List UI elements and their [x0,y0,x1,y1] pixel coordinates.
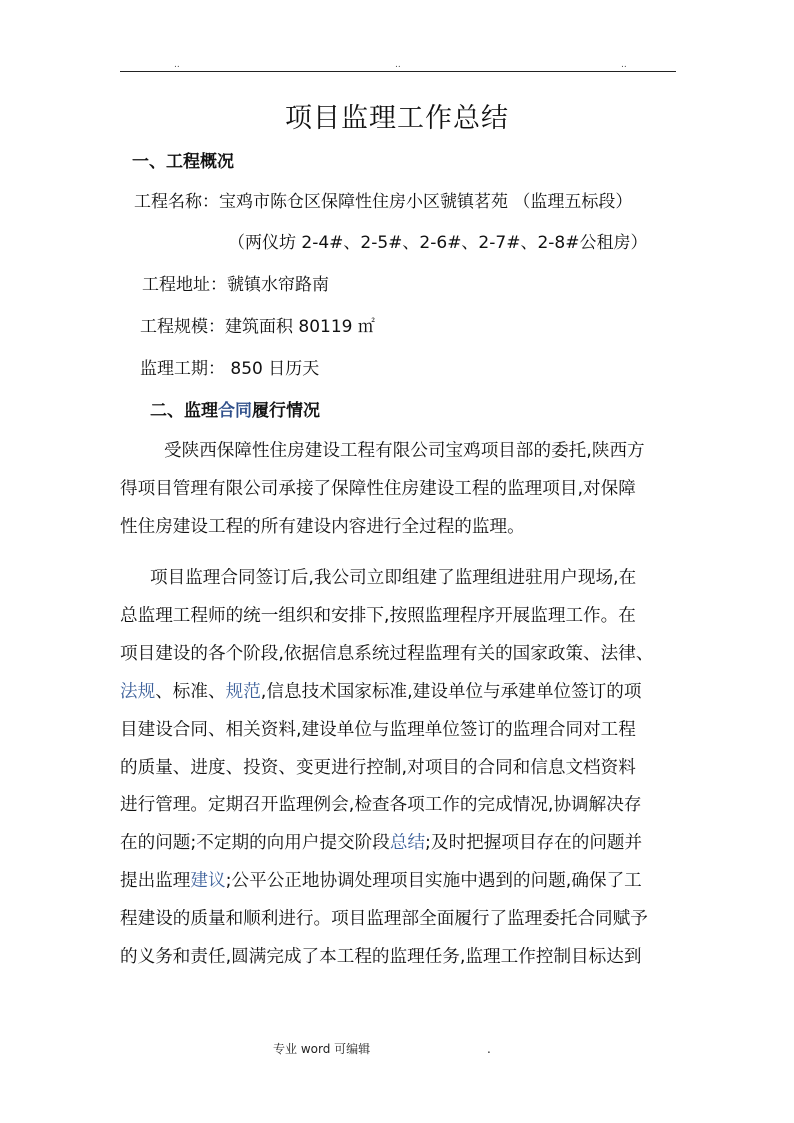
period-line [140,356,319,382]
page-title: 项目监理工作总结 [285,103,509,134]
text-segment: 提出监理 [120,871,191,892]
header-dot: .. [395,60,401,70]
paragraph-line: 程建设的质量和顺利进行。项目监理部全面履行了监理委托合同赋予 [120,909,648,930]
paragraph-line [120,825,676,863]
paragraph-line: 项目监理合同签订后,我公司立即组建了监理组进驻用户现场,在 [150,568,637,588]
text-segment: 在的问题;不定期的向用户提交阶段 [120,833,390,854]
paragraph-line: 性住房建设工程的所有建设内容进行全过程的监理。 [120,516,525,537]
period-value: 850 日历天 [225,359,320,379]
paragraph-line [120,674,676,712]
contract-link[interactable]: 合同 [218,401,252,421]
text-segment: ;及时把握项目存在的问题并 [425,833,643,854]
project-name-value: 宝鸡市陈仓区保障性住房小区虢镇茗苑 （监理五标段） [219,192,633,212]
section-heading-contract [150,399,320,423]
regulations-link[interactable]: 法规 [120,681,156,702]
heading-suffix: 履行情况 [252,401,320,421]
scale-label: 工程规模： [140,317,225,337]
header-dot: .. [621,60,627,70]
header-rule [120,71,676,72]
specifications-link[interactable]: 规范 [225,681,261,702]
paragraph-line: 的质量、进度、投资、变更进行控制,对项目的合同和信息文档资料 [120,757,636,778]
address-label: 工程地址： [142,275,227,295]
text-segment: 、标准、 [155,681,226,702]
footer-dot: . [487,1042,491,1056]
paragraph-line [120,863,676,901]
scale-line [140,314,375,340]
period-label: 监理工期： [140,359,225,379]
address-value: 虢镇水帘路南 [227,275,329,295]
paragraph-line: 进行管理。定期召开监理例会,检查各项工作的完成情况,协调解决存 [120,795,642,816]
header-dot: .. [174,60,180,70]
suggestion-link[interactable]: 建议 [190,871,226,892]
project-name-continuation: （两仪坊 2-4#、2-5#、2-6#、2-7#、2-8#公租房） [228,233,648,253]
text-segment: ,信息技术国家标准,建设单位与承建单位签订的项 [260,681,642,702]
paragraph-2 [120,560,676,977]
paragraph-line: 受陕西保障性住房建设工程有限公司宝鸡项目部的委托,陕西方 [164,441,645,461]
text-segment: ;公平公正地协调处理项目实施中遇到的问题,确保了工 [225,871,642,892]
section-heading-overview: 一、工程概况 [132,152,234,172]
paragraph-line: 得项目管理有限公司承接了保障性住房建设工程的监理项目,对保障 [120,478,636,499]
paragraph-line: 总监理工程师的统一组织和安排下,按照监理程序开展监理工作。在 [120,605,636,626]
project-name-label: 工程名称： [134,192,219,212]
paragraph-line: 的义务和责任,圆满完成了本工程的监理任务,监理工作控制目标达到 [120,947,642,968]
paragraph-line: 目建设合同、相关资料,建设单位与监理单位签订的监理合同对工程 [120,719,636,740]
address-line [142,272,329,298]
paragraph-line: 项目建设的各个阶段,依据信息系统过程监理有关的国家政策、法律、 [120,643,654,664]
heading-prefix: 二、监理 [150,401,218,421]
footer-text: 专业 word 可编辑 [273,1042,371,1056]
project-name-line [134,189,632,215]
scale-value: 建筑面积 80119 ㎡ [225,317,375,337]
paragraph-1 [120,433,676,547]
summary-link[interactable]: 总结 [389,833,426,854]
